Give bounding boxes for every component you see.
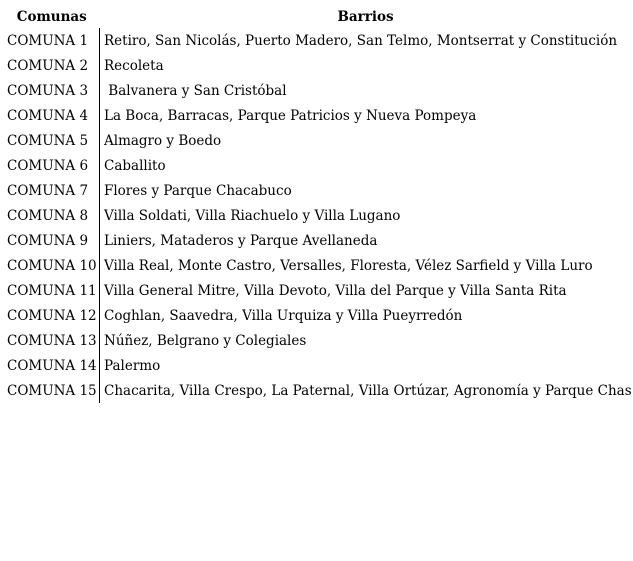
comunas-table <box>4 6 632 403</box>
comuna-cell: COMUNA 7 <box>7 182 89 199</box>
barrios-cell: Chacarita, Villa Crespo, La Paternal, Villa Ortúzar, Agronomía y Parque Chas <box>100 378 632 403</box>
comuna-cell: COMUNA 5 <box>7 132 89 149</box>
table-row <box>4 103 632 128</box>
table-row <box>4 378 632 403</box>
comuna-cell: COMUNA 4 <box>7 107 89 124</box>
barrios-cell: Palermo <box>100 353 632 378</box>
header-row <box>4 6 632 28</box>
barrios-cell: Coghlan, Saavedra, Villa Urquiza y Villa Pueyrredón <box>100 303 632 328</box>
table-row <box>4 53 632 78</box>
barrios-cell: Caballito <box>100 153 632 178</box>
comuna-cell: COMUNA 14 <box>7 357 97 374</box>
table-row <box>4 253 632 278</box>
table-row <box>4 153 632 178</box>
comuna-cell: COMUNA 2 <box>7 57 89 74</box>
barrios-cell: Núñez, Belgrano y Colegiales <box>100 328 632 353</box>
comuna-cell: COMUNA 13 <box>7 332 97 349</box>
table-row <box>4 128 632 153</box>
table-row <box>4 78 632 103</box>
barrios-cell: Villa Soldati, Villa Riachuelo y Villa Lugano <box>100 203 632 228</box>
barrios-cell: Villa General Mitre, Villa Devoto, Villa del Parque y Villa Santa Rita <box>100 278 632 303</box>
barrios-cell: Recoleta <box>100 53 632 78</box>
table-row <box>4 278 632 303</box>
table-row <box>4 28 632 53</box>
comuna-cell: COMUNA 12 <box>7 307 97 324</box>
barrios-cell: Almagro y Boedo <box>100 128 632 153</box>
header-comunas: Comunas <box>16 9 87 25</box>
barrios-cell: Flores y Parque Chacabuco <box>100 178 632 203</box>
table-row <box>4 353 632 378</box>
barrios-cell: La Boca, Barracas, Parque Patricios y Nueva Pompeya <box>100 103 632 128</box>
comuna-cell: COMUNA 1 <box>7 32 89 49</box>
table-row <box>4 203 632 228</box>
comuna-cell: COMUNA 15 <box>7 382 97 399</box>
comuna-cell: COMUNA 11 <box>7 282 97 299</box>
table-row <box>4 228 632 253</box>
table-row <box>4 178 632 203</box>
comuna-cell: COMUNA 8 <box>7 207 89 224</box>
comuna-cell: COMUNA 10 <box>7 257 97 274</box>
header-barrios: Barrios <box>337 9 394 25</box>
barrios-cell: Villa Real, Monte Castro, Versalles, Floresta, Vélez Sarfield y Villa Luro <box>100 253 632 278</box>
barrios-cell: Liniers, Mataderos y Parque Avellaneda <box>100 228 632 253</box>
comuna-cell: COMUNA 3 <box>7 82 89 99</box>
table-row <box>4 303 632 328</box>
barrios-cell: Balvanera y San Cristóbal <box>100 78 632 103</box>
comuna-cell: COMUNA 6 <box>7 157 89 174</box>
comuna-cell: COMUNA 9 <box>7 232 89 249</box>
barrios-cell: Retiro, San Nicolás, Puerto Madero, San Telmo, Montserrat y Constitución <box>100 28 632 53</box>
table-body <box>4 28 632 403</box>
table-row <box>4 328 632 353</box>
